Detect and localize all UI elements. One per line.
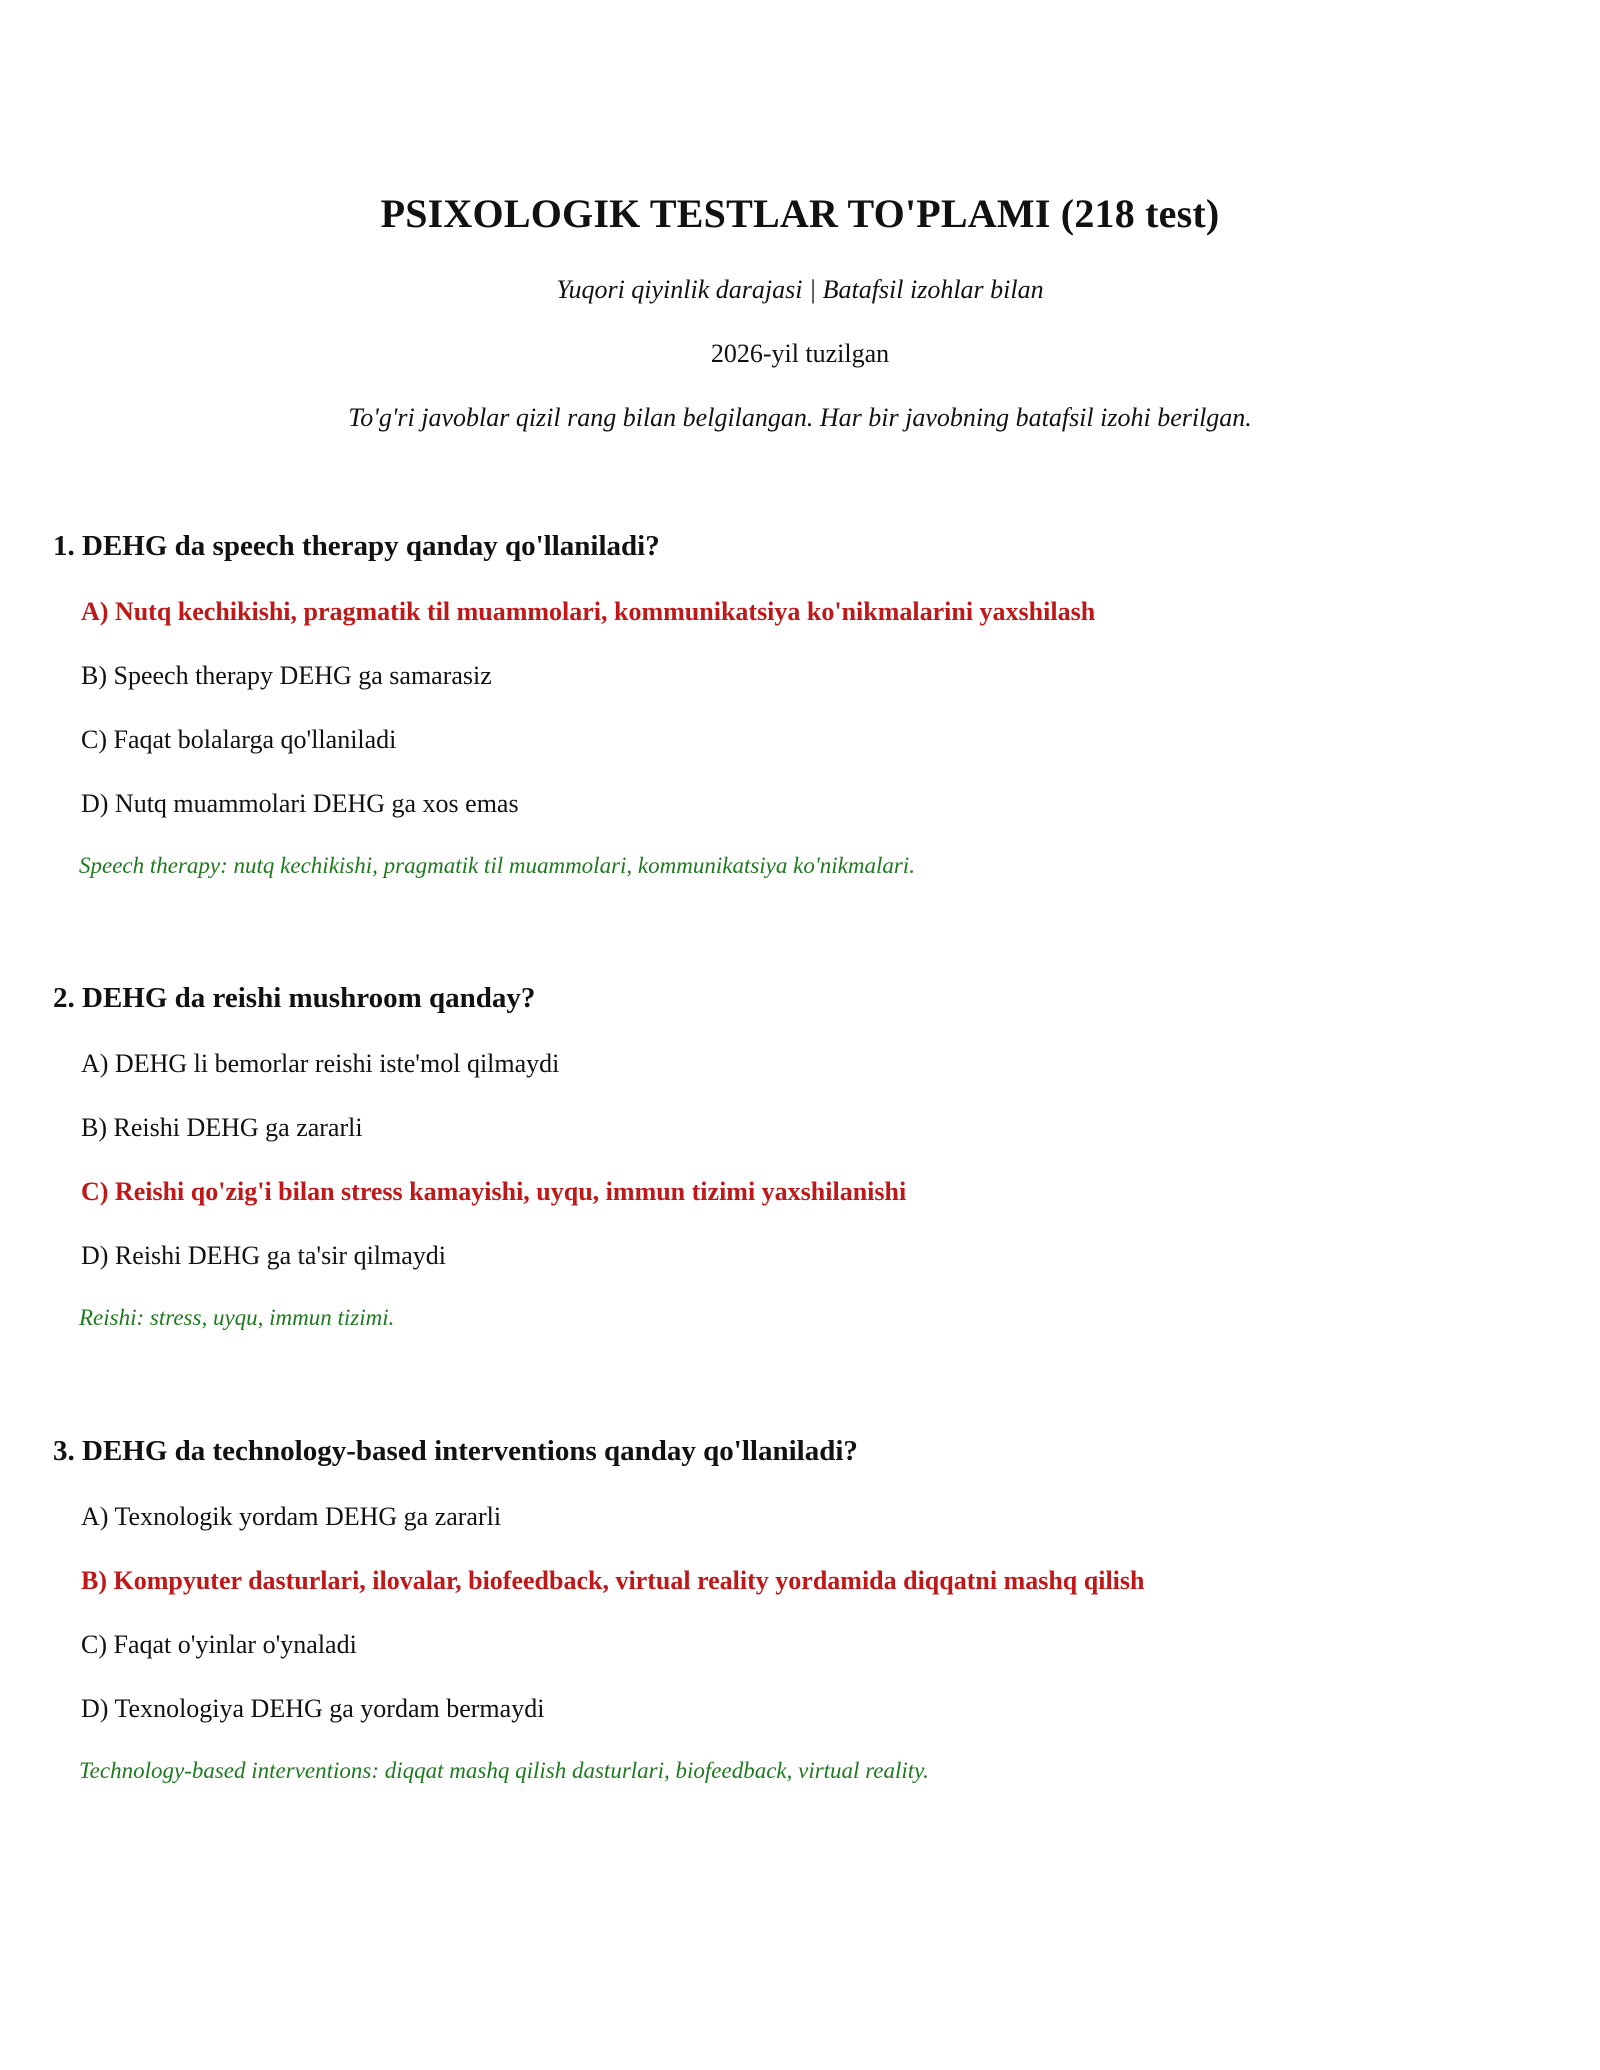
option-d: D) Reishi DEHG ga ta'sir qilmaydi xyxy=(81,1241,447,1270)
question-2 xyxy=(53,978,1553,1334)
document-date: 2026-yil tuzilgan xyxy=(710,339,890,368)
question-text: 3. DEHG da technology-based interventions qanday qo'llaniladi? xyxy=(53,1435,858,1467)
option-b-correct: B) Kompyuter dasturlari, ilovalar, biofeedback, virtual reality yordamida diqqatni mashq qilish xyxy=(81,1566,1145,1595)
option-d: D) Texnologiya DEHG ga yordam bermaydi xyxy=(81,1694,545,1723)
document-note: To'g'ri javoblar qizil rang bilan belgilangan. Har bir javobning batafsil izohi berilgan. xyxy=(348,403,1252,432)
document-header xyxy=(0,186,1600,436)
option-c-correct: C) Reishi qo'zig'i bilan stress kamayishi, uyqu, immun tizimi yaxshilanishi xyxy=(81,1177,907,1206)
option-b: B) Speech therapy DEHG ga samarasiz xyxy=(81,661,492,690)
option-b: B) Reishi DEHG ga zararli xyxy=(81,1113,363,1142)
document-subtitle: Yuqori qiyinlik darajasi | Batafsil izohlar bilan xyxy=(556,275,1044,304)
option-a: A) DEHG li bemorlar reishi iste'mol qilmaydi xyxy=(81,1049,560,1078)
question-text: 2. DEHG da reishi mushroom qanday? xyxy=(53,982,536,1014)
answer-explanation: Speech therapy: nutq kechikishi, pragmatik til muammolari, kommunikatsiya ko'nikmalari. xyxy=(79,853,915,878)
answer-explanation: Reishi: stress, uyqu, immun tizimi. xyxy=(79,1305,395,1330)
answer-explanation: Technology-based interventions: diqqat mashq qilish dasturlari, biofeedback, virtual reality. xyxy=(79,1758,929,1783)
question-3 xyxy=(53,1431,1553,1787)
option-a-correct: A) Nutq kechikishi, pragmatik til muammolari, kommunikatsiya ko'nikmalarini yaxshilash xyxy=(81,597,1096,626)
document-title: PSIXOLOGIK TESTLAR TO'PLAMI (218 test) xyxy=(380,191,1220,236)
question-1 xyxy=(53,526,1553,882)
option-d: D) Nutq muammolari DEHG ga xos emas xyxy=(81,789,519,818)
question-text: 1. DEHG da speech therapy qanday qo'llaniladi? xyxy=(53,530,660,562)
option-c: C) Faqat bolalarga qo'llaniladi xyxy=(81,725,397,754)
option-a: A) Texnologik yordam DEHG ga zararli xyxy=(81,1502,502,1531)
option-c: C) Faqat o'yinlar o'ynaladi xyxy=(81,1630,357,1659)
